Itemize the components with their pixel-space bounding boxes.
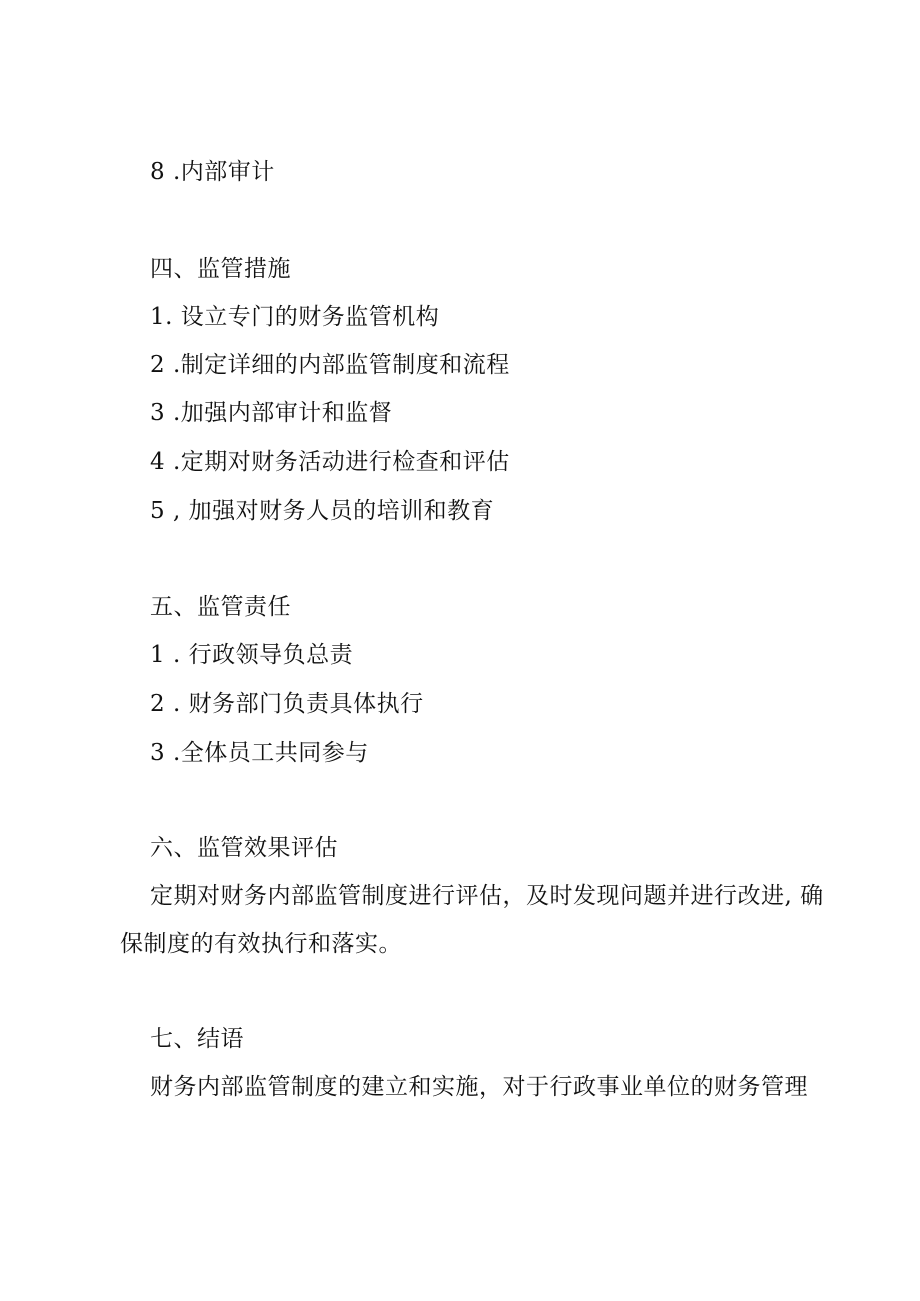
list-item: 2 . 财务部门负责具体执行 bbox=[150, 691, 424, 717]
section-heading-evaluation: 六、监管效果评估 bbox=[150, 835, 338, 861]
paragraph-evaluation-line2: 保制度的有效执行和落实。 bbox=[120, 931, 402, 957]
list-item: 4 .定期对财务活动进行检查和评估 bbox=[150, 449, 510, 475]
section-heading-responsibility: 五、监管责任 bbox=[150, 594, 291, 620]
section-heading-measures: 四、监管措施 bbox=[150, 256, 291, 282]
list-item-internal-audit: 8 .内部审计 bbox=[150, 159, 275, 185]
list-item: 5 , 加强对财务人员的培训和教育 bbox=[150, 498, 495, 524]
paragraph-evaluation-line1: 定期对财务内部监管制度进行评估，及时发现问题并进行改进, 确 bbox=[150, 883, 824, 909]
list-item: 3 .加强内部审计和监督 bbox=[150, 400, 393, 426]
list-item: 1. 设立专门的财务监管机构 bbox=[150, 304, 440, 330]
section-heading-conclusion: 七、结语 bbox=[150, 1026, 244, 1052]
list-item: 1 . 行政领导负总责 bbox=[150, 642, 354, 668]
paragraph-conclusion-line1: 财务内部监管制度的建立和实施，对于行政事业单位的财务管理 bbox=[150, 1074, 808, 1100]
list-item: 3 .全体员工共同参与 bbox=[150, 740, 369, 766]
list-item: 2 .制定详细的内部监管制度和流程 bbox=[150, 352, 510, 378]
